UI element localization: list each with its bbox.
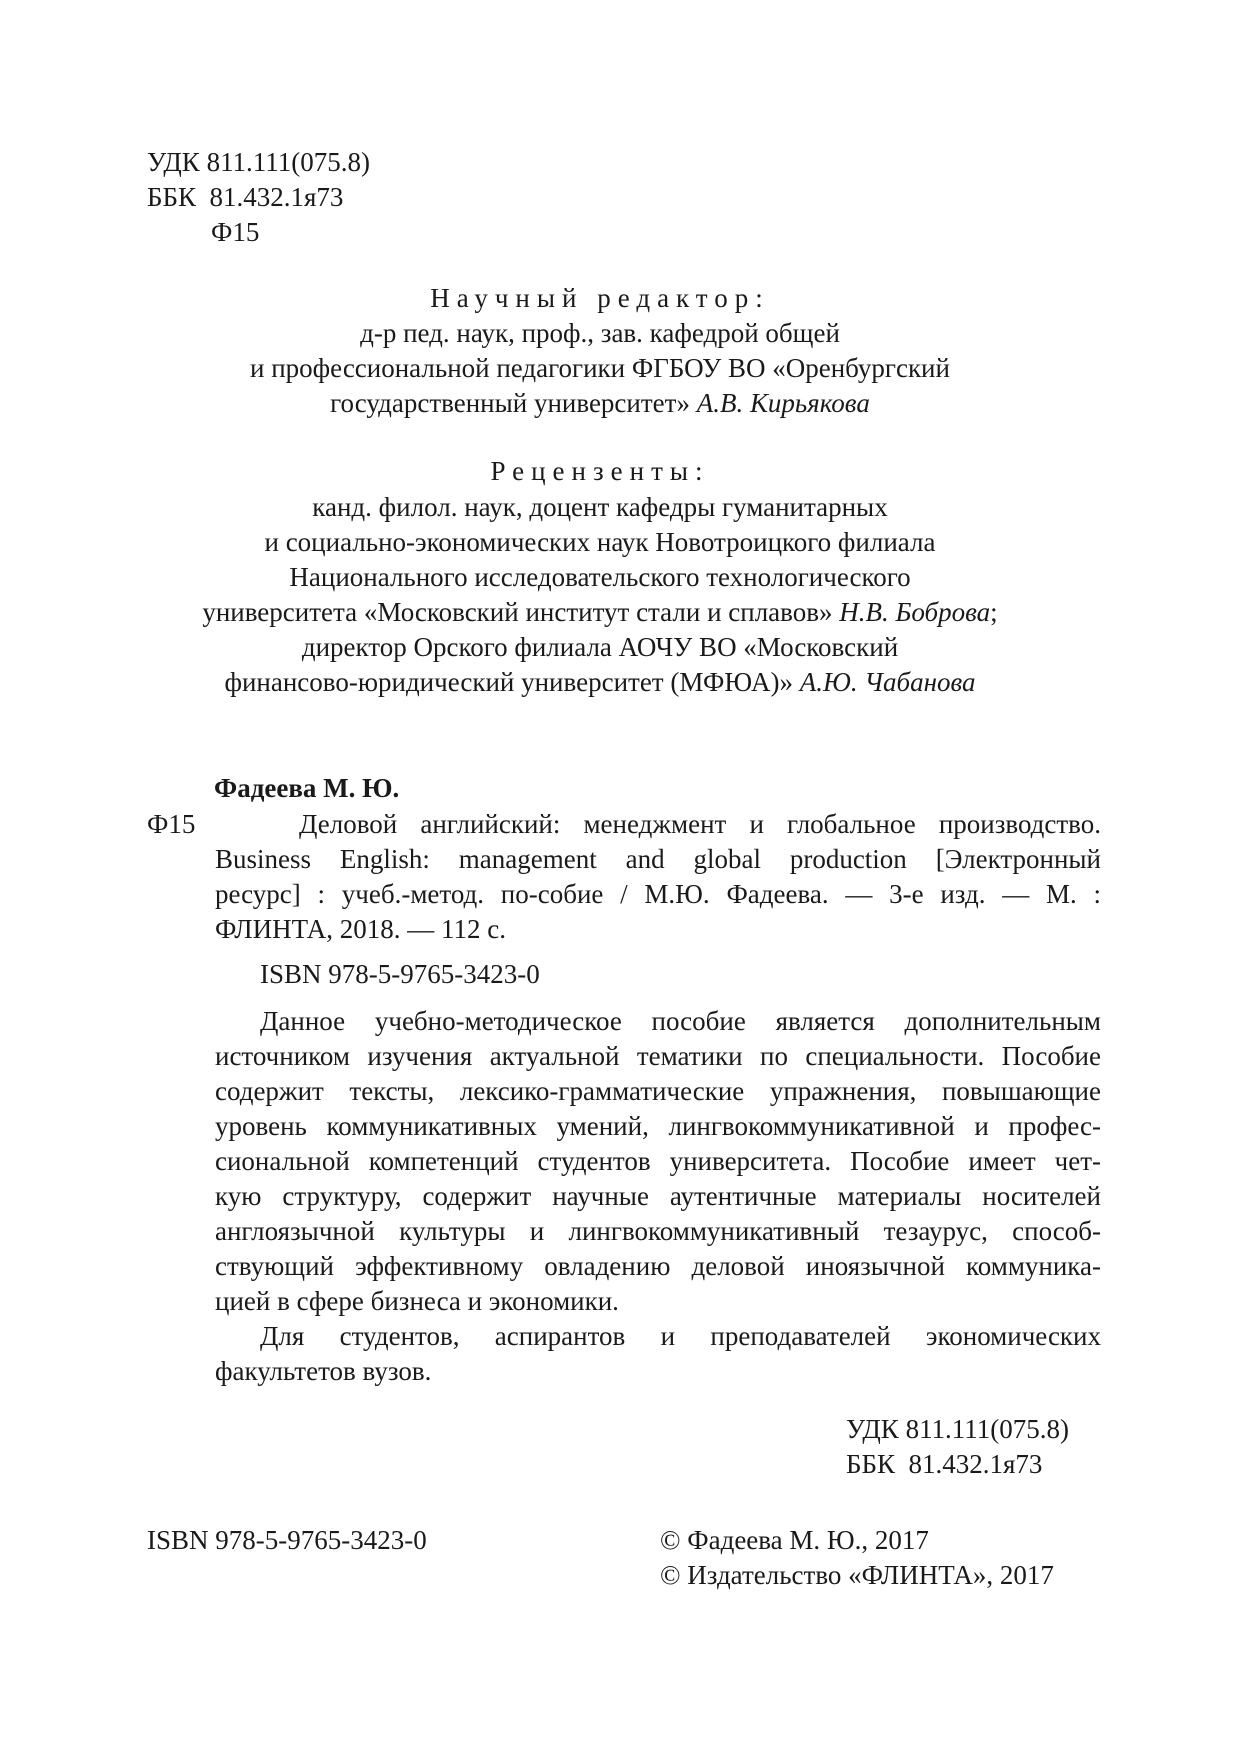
reviewer-line bbox=[150, 669, 1050, 696]
bbk-code-bottom: ББК 81.432.1я73 bbox=[846, 1449, 1043, 1479]
author-heading: Фадеева М. Ю. bbox=[214, 773, 400, 803]
bibliographic-line: ресурс] : учеб.-метод. по-собие / М.Ю. Фадеева. — 3-е изд. — М. : bbox=[215, 879, 1101, 909]
reviewer-line bbox=[150, 564, 1050, 591]
bbk-code-top: ББК 81.432.1я73 bbox=[147, 182, 344, 212]
scientific-editor-line bbox=[150, 390, 1050, 417]
annotation-line: источником изучения актуальной тематики по специальности. Пособие bbox=[215, 1041, 1101, 1071]
bibliographic-line: ФЛИНТА, 2018. — 112 с. bbox=[215, 914, 506, 944]
isbn-footer: ISBN 978-5-9765-3423-0 bbox=[147, 1525, 427, 1555]
reviewer-line-text: финансово-юридический университет (МФЮА)» bbox=[224, 667, 800, 697]
reviewer-line bbox=[150, 634, 1050, 661]
bibliographic-line: Деловой английский: менеджмент и глобальное производство. bbox=[299, 809, 1101, 839]
reviewer-line-text: и социально-экономических наук Новотроицкого филиала bbox=[264, 527, 936, 557]
annotation-line: содержит тексты, лексико-грамматические упражнения, повышающие bbox=[215, 1076, 1101, 1106]
udk-code-top: УДК 811.111(075.8) bbox=[147, 147, 371, 177]
isbn-entry: ISBN 978-5-9765-3423-0 bbox=[260, 959, 540, 989]
reviewer-name: Н.В. Боброва bbox=[839, 597, 991, 627]
author-sign-top: Ф15 bbox=[211, 217, 260, 247]
annotation-line: кую структуру, содержит научные аутентичные материалы носителей bbox=[215, 1181, 1101, 1211]
scientific-editor-line bbox=[150, 355, 1050, 382]
annotation-line: Данное учебно-методическое пособие является дополнительным bbox=[260, 1006, 1101, 1036]
reviewer-line bbox=[150, 529, 1050, 556]
editor-line-text: и профессиональной педагогики ФГБОУ ВО «Оренбургский bbox=[250, 353, 950, 383]
bibliographic-line: Business English: management and global production [Электронный bbox=[215, 844, 1101, 874]
udk-code-bottom: УДК 811.111(075.8) bbox=[846, 1414, 1070, 1444]
reviewer-line-text: Национального исследовательского технологического bbox=[289, 562, 911, 592]
reviewer-line bbox=[150, 494, 1050, 521]
annotation-line: цией в сфере бизнеса и экономики. bbox=[215, 1286, 619, 1316]
scientific-editor-line bbox=[150, 320, 1050, 347]
copyright-author: © Фадеева М. Ю., 2017 bbox=[660, 1525, 929, 1555]
author-sign: Ф15 bbox=[147, 809, 196, 839]
reviewer-line-text: канд. филол. наук, доцент кафедры гуманитарных bbox=[312, 492, 888, 522]
annotation-line: факультетов вузов. bbox=[215, 1356, 432, 1386]
annotation-line: сиональной компетенций студентов университета. Пособие имеет чет- bbox=[215, 1146, 1101, 1176]
annotation-line: Для студентов, аспирантов и преподавателей экономических bbox=[260, 1321, 1101, 1351]
annotation-line: ствующий эффективному овладению деловой иноязычной коммуника- bbox=[215, 1251, 1101, 1281]
reviewer-line-suffix: ; bbox=[990, 597, 998, 627]
reviewer-line bbox=[150, 599, 1050, 626]
annotation-line: уровень коммуникативных умений, лингвокоммуникативной и профес- bbox=[215, 1111, 1101, 1141]
reviewer-line-text: университета «Московский институт стали и сплавов» bbox=[202, 597, 840, 627]
editor-name: А.В. Кирьякова bbox=[696, 388, 870, 418]
editor-line-text: государственный университет» bbox=[330, 388, 697, 418]
copyright-publisher: © Издательство «ФЛИНТА», 2017 bbox=[660, 1560, 1054, 1590]
editor-line-text: д-р пед. наук, проф., зав. кафедрой общей bbox=[360, 318, 840, 348]
reviewer-name: А.Ю. Чабанова bbox=[799, 667, 976, 697]
reviewers-heading: Рецензенты: bbox=[490, 456, 710, 486]
reviewer-line-text: директор Орского филиала АОЧУ ВО «Московский bbox=[301, 632, 899, 662]
scientific-editor-heading: Научный редактор: bbox=[430, 283, 770, 313]
annotation-line: англоязычной культуры и лингвокоммуникативный тезаурус, способ- bbox=[215, 1216, 1101, 1246]
